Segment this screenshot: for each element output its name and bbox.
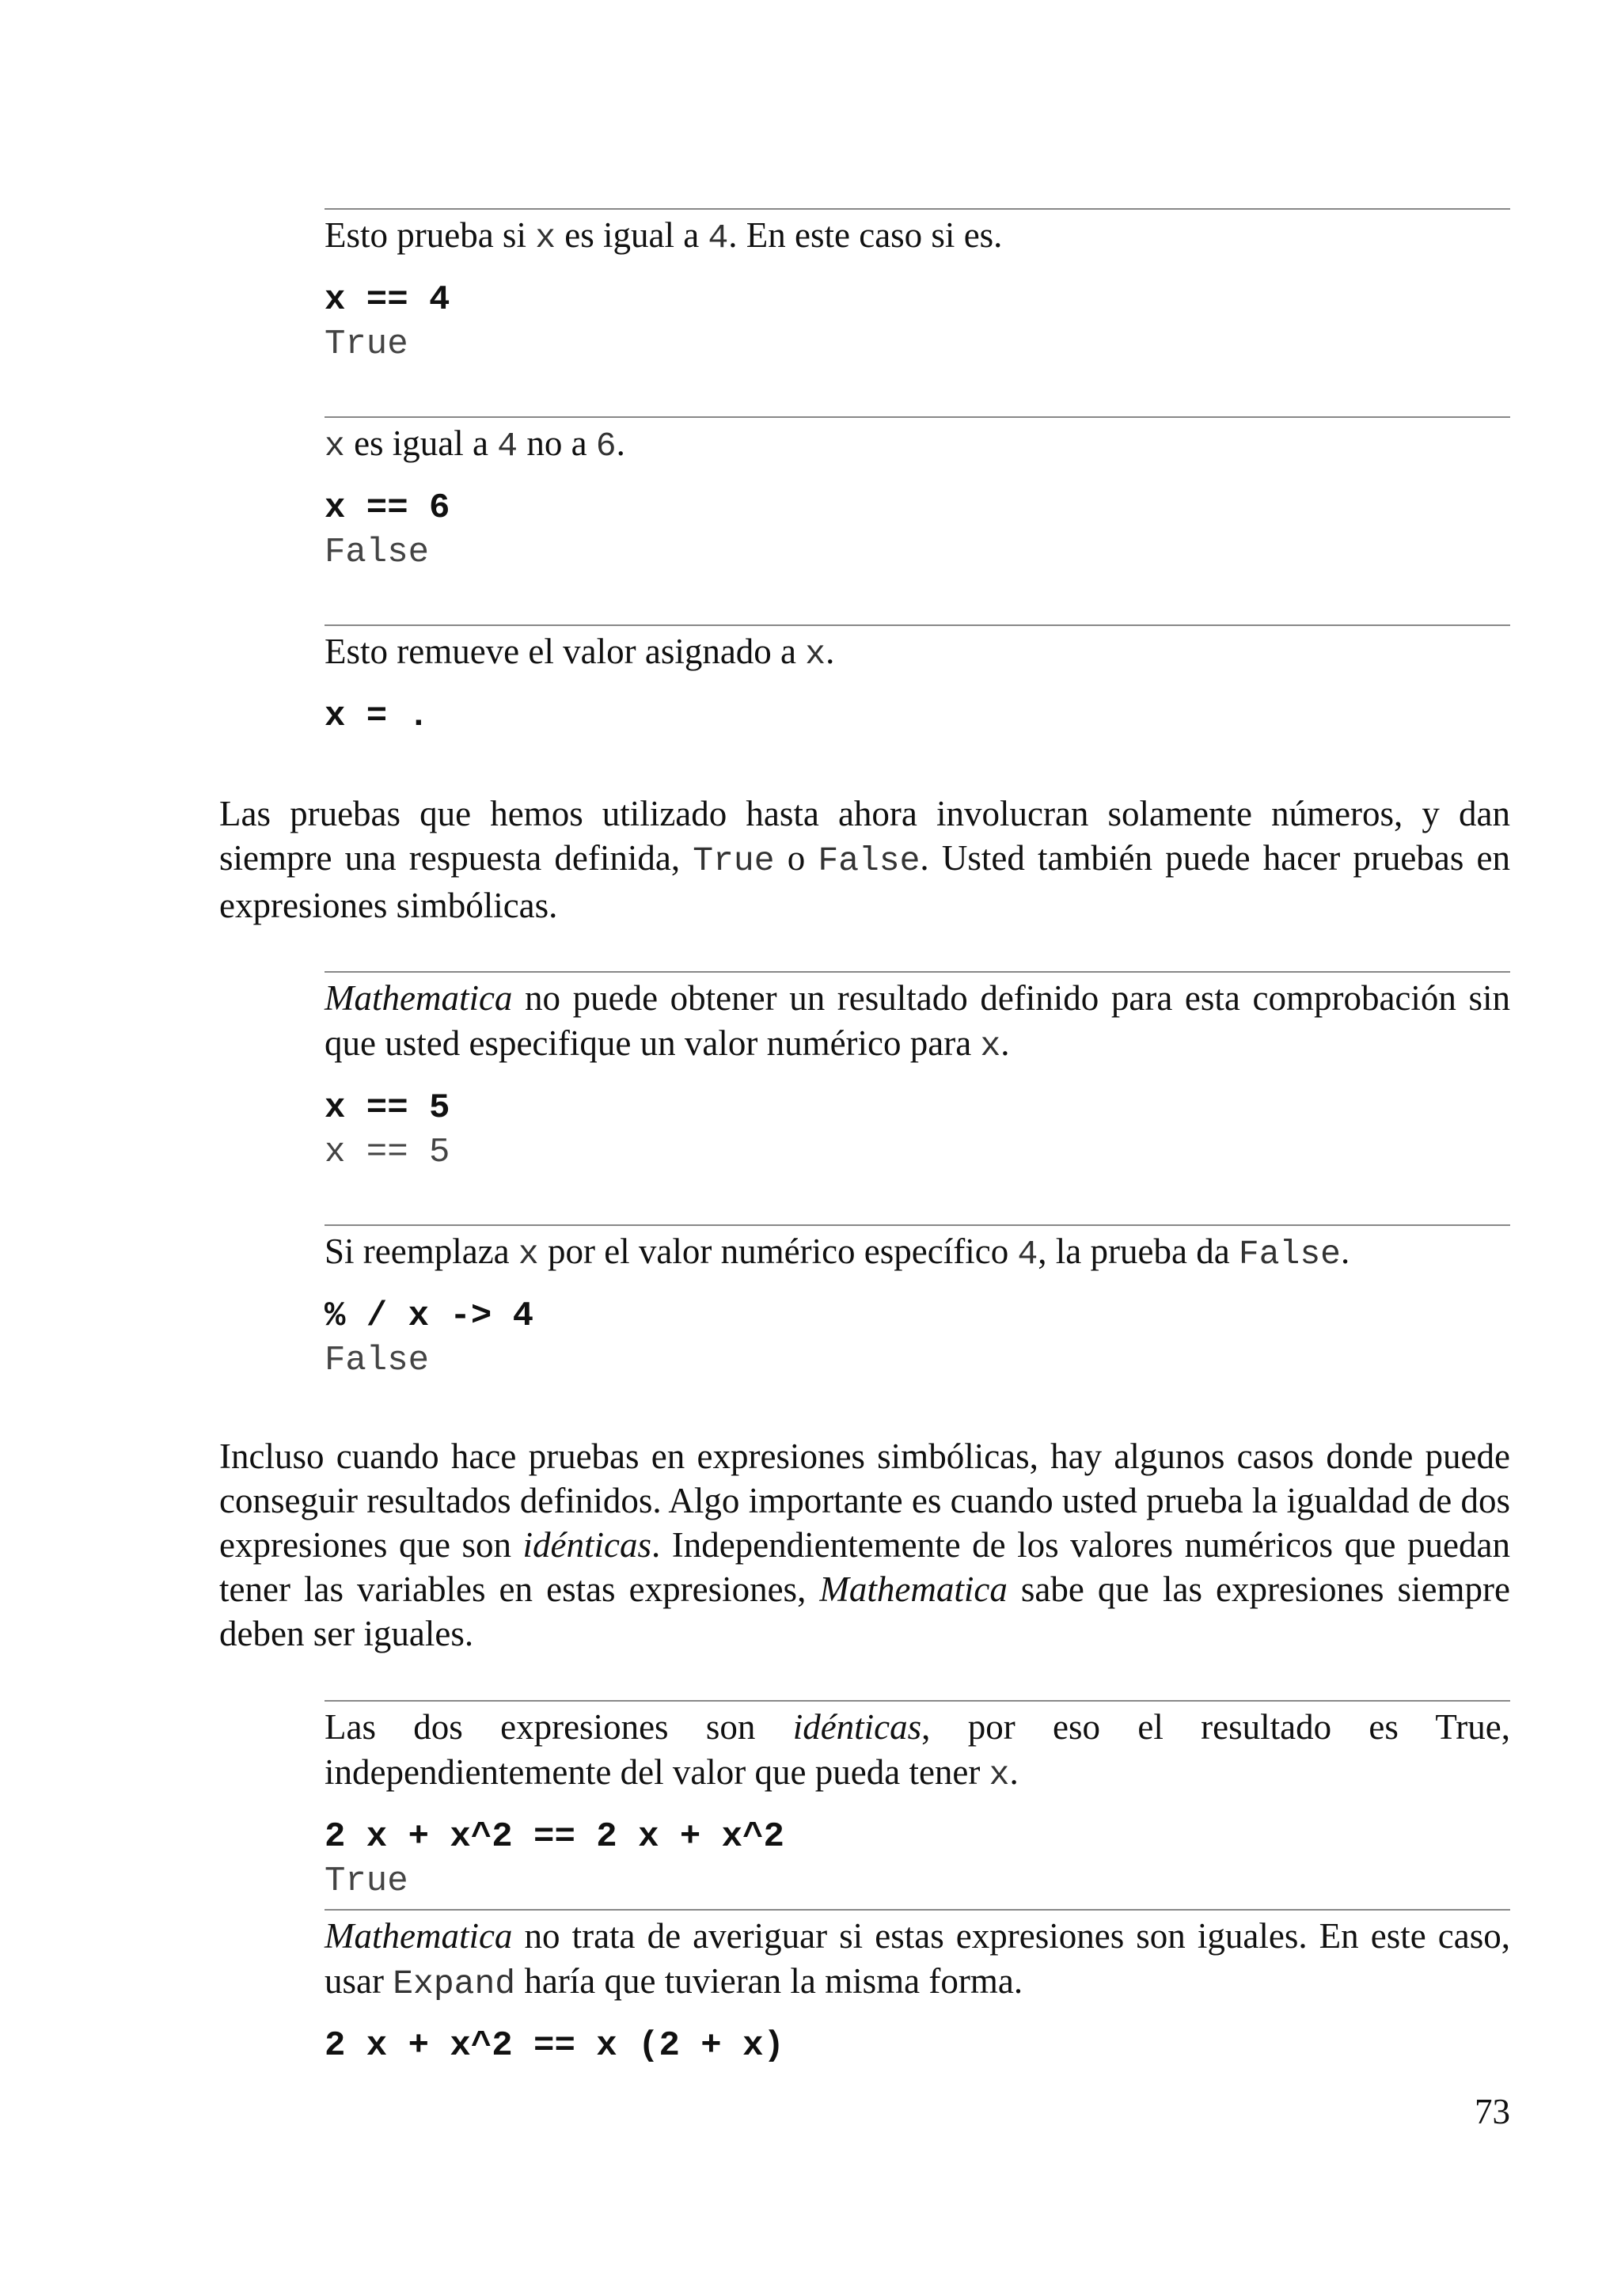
output-cell: False xyxy=(325,1341,430,1380)
italic-text: idénticas xyxy=(792,1707,922,1747)
note-text: no trata de averiguar si estas expresiones son iguales. En este caso, usar xyxy=(325,1916,1510,2001)
paragraph-text: . Usted también puede hacer pruebas en expresiones simbólicas. xyxy=(219,838,1510,925)
note-text: . xyxy=(1009,1752,1019,1792)
input-cell: x == 6 xyxy=(325,488,450,528)
note-text: es igual a xyxy=(344,423,498,463)
inline-code: False xyxy=(1238,1235,1341,1273)
paragraph-text: Las pruebas que hemos utilizado hasta ahora involucran solamente números, y dan siempre una respuesta definida, xyxy=(219,794,1510,878)
cell-group-symbolic-test xyxy=(325,971,1510,1175)
italic-text: Mathematica xyxy=(819,1569,1008,1609)
note-text: . En este caso si es. xyxy=(728,215,1003,255)
paragraph-text: sabe que las expresiones siempre deben ser iguales. xyxy=(219,1569,1510,1653)
input-cell: 2 x + x^2 == x (2 + x) xyxy=(325,2026,784,2066)
note-text: es igual a xyxy=(556,215,708,255)
inline-code: x xyxy=(805,635,826,674)
cell-group-test-x-equals-6 xyxy=(325,416,1510,575)
inline-code: False xyxy=(818,841,921,880)
input-cell: x = . xyxy=(325,696,430,736)
inline-code: 6 xyxy=(595,427,617,465)
cell-note xyxy=(325,626,1510,677)
inline-code: x xyxy=(325,427,345,465)
note-text: . xyxy=(616,423,625,463)
input-cell: 2 x + x^2 == 2 x + x^2 xyxy=(325,1817,784,1857)
note-text: Las dos expresiones son xyxy=(325,1707,793,1747)
inline-code: x xyxy=(980,1027,1001,1065)
note-text: no puede obtener un resultado definido para esta comprobación sin que usted especifique un valor numérico para xyxy=(325,978,1510,1063)
inline-code: 4 xyxy=(497,427,518,465)
cell-group-identical-expressions xyxy=(325,1700,1510,1903)
italic-text: Mathematica xyxy=(325,1916,513,1956)
italic-text: Mathematica xyxy=(325,978,513,1018)
cell-group-test-x-equals-4 xyxy=(325,208,1510,366)
note-text: , la prueba da xyxy=(1038,1231,1239,1271)
cell-note xyxy=(325,1702,1510,1797)
note-text: . xyxy=(1000,1023,1010,1063)
inline-code: 4 xyxy=(1017,1235,1038,1273)
paragraph-text: . Independientemente de los valores numéricos que puedan tener las variables en estas expresiones, xyxy=(219,1525,1510,1609)
cell-group-nonidentical-expressions xyxy=(325,1909,1510,2068)
italic-text: idénticas xyxy=(522,1525,651,1565)
inline-code: True xyxy=(693,841,775,880)
note-text: haría que tuvieran la misma forma. xyxy=(515,1961,1023,2001)
cell-group-clear-x xyxy=(325,624,1510,738)
note-text: . xyxy=(1340,1231,1350,1271)
input-cell: x == 4 xyxy=(325,280,450,320)
output-cell: True xyxy=(325,324,408,364)
cell-note xyxy=(325,973,1510,1068)
inline-code: Expand xyxy=(393,1964,516,2003)
cell-group-replace-x xyxy=(325,1224,1510,1383)
cell-note xyxy=(325,210,1510,260)
input-cell: x == 5 xyxy=(325,1088,450,1128)
inline-code: x xyxy=(518,1235,539,1273)
cell-note xyxy=(325,1911,1510,2006)
input-cell: % / x -> 4 xyxy=(325,1296,534,1336)
cell-note xyxy=(325,1226,1510,1277)
cell-note xyxy=(325,418,1510,469)
note-text: . xyxy=(826,632,835,671)
inline-code: x xyxy=(535,218,556,257)
body-paragraph-1 xyxy=(219,791,1510,928)
note-text: Esto prueba si xyxy=(325,215,536,255)
inline-code: 4 xyxy=(708,218,729,257)
output-cell: x == 5 xyxy=(325,1133,450,1172)
output-cell: False xyxy=(325,533,430,572)
note-text: Si reemplaza xyxy=(325,1231,518,1271)
note-text: , por eso el resultado es True, independientemente del valor que pueda tener xyxy=(325,1707,1510,1792)
paragraph-text: o xyxy=(774,838,818,878)
inline-code: x xyxy=(989,1755,1010,1794)
note-text: no a xyxy=(518,423,596,463)
note-text: Esto remueve el valor asignado a xyxy=(325,632,806,671)
paragraph-text: Incluso cuando hace pruebas en expresiones simbólicas, hay algunos casos donde puede conseguir resultados definidos. Algo importante es cuando usted prueba la igualdad de dos expresiones que son xyxy=(219,1436,1510,1565)
page-number: 73 xyxy=(1475,2092,1510,2131)
body-paragraph-2 xyxy=(219,1434,1510,1656)
output-cell: True xyxy=(325,1861,408,1901)
note-text: por el valor numérico específico xyxy=(538,1231,1018,1271)
